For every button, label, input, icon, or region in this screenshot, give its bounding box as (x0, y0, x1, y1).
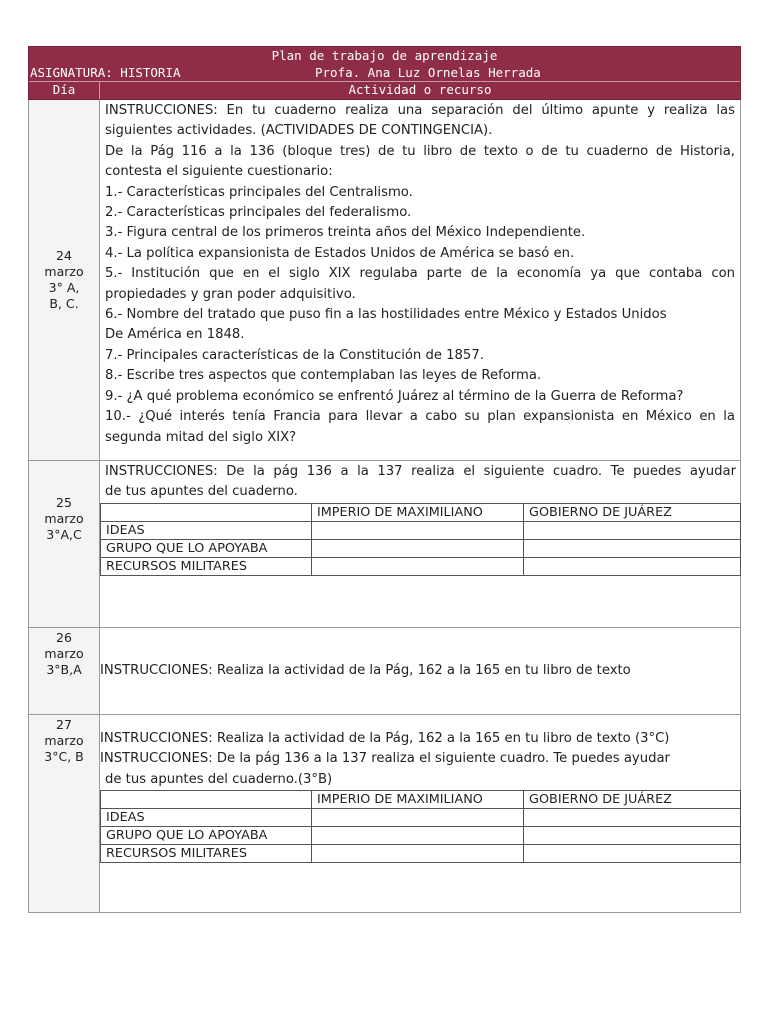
day-cell (29, 461, 100, 627)
day-cell (29, 100, 100, 460)
plan-title: Plan de trabajo de aprendizaje (271, 48, 498, 63)
teacher-label: Profa. Ana Luz Ornelas Herrada (315, 65, 541, 80)
instruction-line: INSTRUCCIONES: De la pág 136 a la 137 realiza el siguiente cuadro. Te puedes ayudar (105, 464, 736, 479)
day-month: marzo (44, 511, 84, 526)
table-cell (311, 539, 523, 557)
activity-cell (100, 628, 740, 714)
table-row-label: IDEAS (101, 521, 312, 539)
day-month: marzo (44, 646, 84, 661)
instruction-line: INSTRUCCIONES: En tu cuaderno realiza una separación del último apunte y realiza las (105, 103, 735, 118)
table-cell (311, 809, 523, 827)
plan-row-27-marzo (28, 715, 741, 913)
day-groups: 3°A,C (46, 527, 82, 542)
activity-cell (100, 461, 741, 627)
table-row (101, 845, 741, 863)
column-headers (29, 81, 740, 99)
instruction-line: INSTRUCCIONES: Realiza la actividad de la Pág, 162 a la 165 en tu libro de texto (100, 662, 631, 678)
table-row (101, 539, 741, 557)
plan-row-26-marzo (28, 628, 741, 715)
table-header-cell: IMPERIO DE MAXIMILIANO (311, 503, 523, 521)
work-plan-document (28, 46, 741, 913)
instruction-line: INSTRUCCIONES: De la pág 136 a la 137 realiza el siguiente cuadro. Te puedes ayudar (100, 751, 670, 767)
day-number: 25 (56, 495, 72, 510)
table-cell (524, 521, 741, 539)
table-header-cell: GOBIERNO DE JUÁREZ (524, 503, 741, 521)
plan-row-25-marzo (28, 461, 741, 628)
day-number: 26 (56, 630, 72, 645)
activity-cell (100, 715, 741, 912)
table-header-cell (101, 791, 312, 809)
table-header-cell: GOBIERNO DE JUÁREZ (524, 791, 741, 809)
table-header-row (101, 503, 741, 521)
table-cell (311, 845, 523, 863)
table-header-cell: IMPERIO DE MAXIMILIANO (311, 791, 523, 809)
question-item: 1.- Características principales del Centralismo. (105, 184, 413, 200)
question-item: 8.- Escribe tres aspectos que contemplaban las leyes de Reforma. (105, 368, 542, 384)
table-header-row (101, 791, 741, 809)
table-row-label: GRUPO QUE LO APOYABA (101, 827, 312, 845)
day-groups: 3°B,A (46, 662, 82, 677)
table-row (101, 809, 741, 827)
plan-header (28, 46, 741, 100)
table-row (101, 521, 741, 539)
table-cell (311, 521, 523, 539)
table-cell (524, 539, 741, 557)
question-item: 9.- ¿A qué problema económico se enfrentó Juárez al término de la Guerra de Reforma? (105, 388, 684, 404)
instruction-line: de tus apuntes del cuaderno. (105, 484, 298, 500)
day-column-header: Día (29, 82, 100, 99)
instruction-line: de tus apuntes del cuaderno.(3°B) (105, 771, 333, 787)
day-number: 27 (56, 717, 72, 732)
instruction-line: De la Pág 116 a la 136 (bloque tres) de tu libro de texto o de tu cuaderno de Historia, (105, 143, 735, 159)
table-cell (524, 557, 741, 575)
table-cell (524, 845, 741, 863)
question-item: propiedades y gran poder adquisitivo. (105, 286, 356, 302)
table-cell (524, 809, 741, 827)
question-item: 4.- La política expansionista de Estados Unidos de América se basó en. (105, 245, 575, 261)
table-header-cell (101, 503, 312, 521)
table-row-label: IDEAS (101, 809, 312, 827)
instruction-line: INSTRUCCIONES: Realiza la actividad de la Pág, 162 a la 165 en tu libro de texto (3°C) (100, 731, 670, 746)
day-groups: B, C. (49, 296, 79, 311)
plan-row-24-marzo (28, 100, 741, 461)
table-row-label: GRUPO QUE LO APOYABA (101, 539, 312, 557)
activity-column-header: Actividad o recurso (348, 82, 492, 97)
question-item: De América en 1848. (105, 327, 245, 343)
day-cell (29, 628, 100, 714)
day-groups: 3° A, (48, 280, 80, 295)
table-row-label: RECURSOS MILITARES (101, 845, 312, 863)
table-row (101, 827, 741, 845)
table-cell (524, 827, 741, 845)
table-cell (311, 557, 523, 575)
question-item: 7.- Principales características de la Constitución de 1857. (105, 347, 484, 363)
question-item: 6.- Nombre del tratado que puso fin a las hostilidades entre México y Estados Unidos (105, 307, 667, 323)
question-item: 5.- Institución que en el siglo XIX regulaba parte de la economía ya que contaba con (105, 266, 735, 282)
day-groups: 3°C, B (44, 749, 84, 764)
question-item: segunda mitad del siglo XIX? (105, 429, 297, 445)
comparison-table (100, 503, 741, 576)
question-item: 10.- ¿Qué interés tenía Francia para llevar a cabo su plan expansionista en México en la (105, 409, 735, 425)
day-number: 24 (56, 248, 72, 263)
table-row (101, 557, 741, 575)
table-row-label: RECURSOS MILITARES (101, 557, 312, 575)
question-item: 3.- Figura central de los primeros treinta años del México Independiente. (105, 225, 586, 241)
activity-cell (100, 100, 740, 460)
plan-subheader (29, 64, 740, 81)
day-month: marzo (44, 733, 84, 748)
table-cell (311, 827, 523, 845)
day-month: marzo (44, 264, 84, 279)
subject-label: ASIGNATURA: HISTORIA (30, 65, 181, 80)
instruction-line: siguientes actividades. (ACTIVIDADES DE CONTINGENCIA). (105, 123, 493, 139)
day-cell (29, 715, 100, 912)
comparison-table (100, 790, 741, 863)
question-item: 2.- Características principales del federalismo. (105, 205, 412, 221)
instruction-line: contesta el siguiente cuestionario: (105, 164, 333, 180)
